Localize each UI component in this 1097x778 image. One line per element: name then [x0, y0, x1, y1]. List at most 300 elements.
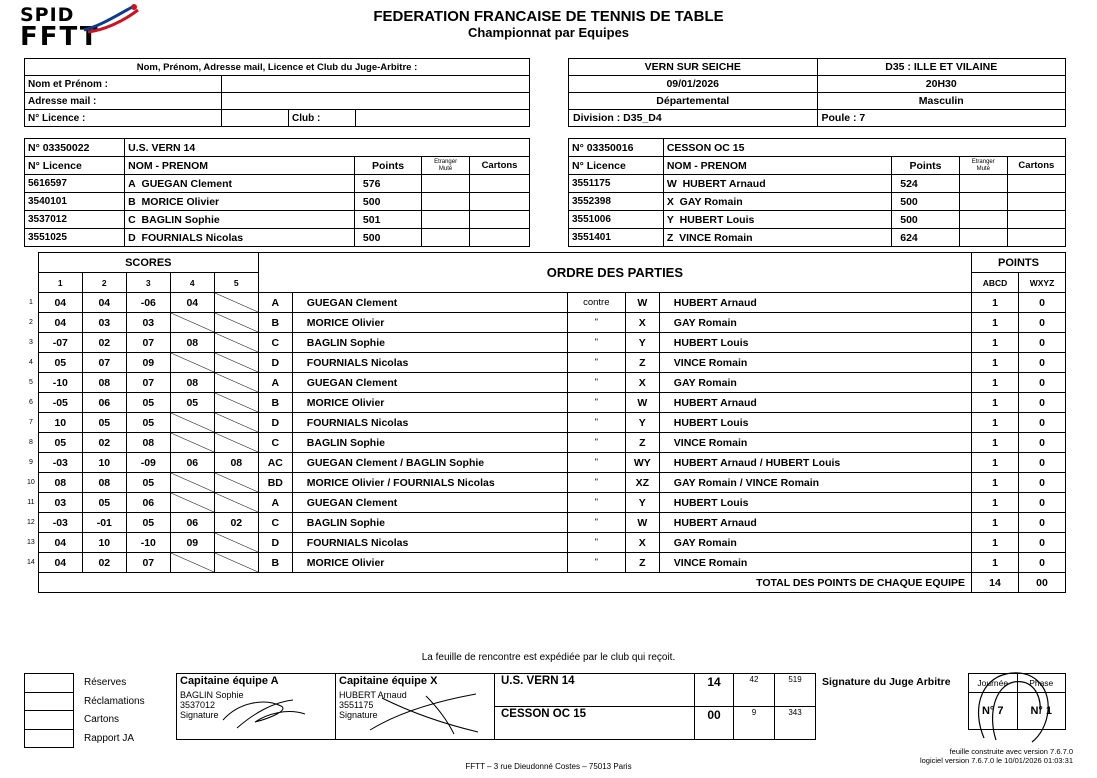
row-9-away-letter: XZ	[625, 473, 659, 493]
team-x-player-0-cartons[interactable]	[1007, 175, 1065, 193]
logo-fftt-text: FFTT	[20, 22, 100, 52]
logo-spid-text: SPID	[20, 4, 75, 26]
captain-a-title: Capitaine équipe A	[180, 675, 279, 687]
row-6-home-letter: D	[258, 413, 292, 433]
rencontre-lieu: VERN SUR SEICHE	[569, 59, 818, 76]
team-a-col-etranger: Etranger Muté	[422, 157, 470, 175]
table-row	[24, 553, 1066, 573]
rencontre-info-block	[568, 58, 1066, 127]
team-x-player-2-licence: 3551006	[569, 211, 664, 229]
team-x-player-1-points: 500	[892, 193, 959, 211]
row-13-set-5[interactable]	[214, 553, 258, 573]
team-a-player-1-cartons[interactable]	[470, 193, 530, 211]
rencontre-categorie: Masculin	[817, 93, 1066, 110]
row-13-set-1[interactable]: 04	[38, 553, 82, 573]
row-4-set-4[interactable]: 08	[170, 373, 214, 393]
row-6-home-name: FOURNIALS Nicolas	[292, 413, 567, 433]
row-12-away-name: GAY Romain	[659, 533, 971, 553]
row-3-set-4[interactable]	[170, 353, 214, 373]
row-0-set-1[interactable]: 04	[38, 293, 82, 313]
team-a-player-1-name	[125, 193, 355, 211]
result-team-1: CESSON OC 15	[501, 708, 586, 720]
row-12-point-wxyz: 0	[1019, 533, 1066, 553]
row-6-away-letter: Y	[625, 413, 659, 433]
result-score-1: 00	[695, 707, 734, 740]
row-3-set-3[interactable]: 09	[126, 353, 170, 373]
team-x-player-2-points: 500	[892, 211, 959, 229]
table-row	[24, 333, 1066, 353]
row-8-home-name: GUEGAN Clement / BAGLIN Sophie	[292, 453, 567, 473]
team-x-player-3-letter: Z	[666, 231, 674, 244]
row-8-point-abcd: 1	[972, 453, 1019, 473]
team-x-player-3-cartons[interactable]	[1007, 229, 1065, 247]
team-x-player-1-etranger[interactable]	[959, 193, 1007, 211]
row-13-home-name: MORICE Olivier	[292, 553, 567, 573]
row-11-home-name: BAGLIN Sophie	[292, 513, 567, 533]
table-row	[24, 373, 1066, 393]
row-index: 7	[28, 419, 33, 426]
row-10-set-5[interactable]	[214, 493, 258, 513]
row-6-set-5[interactable]	[214, 413, 258, 433]
team-x-block	[568, 138, 1066, 247]
row-index: 11	[27, 499, 35, 506]
team-a-player-0-name	[125, 175, 355, 193]
team-x-player-0-name	[663, 175, 891, 193]
captain-a-sign-label: Signature	[180, 710, 219, 720]
row-index: 13	[27, 539, 35, 546]
captain-x-sign-label: Signature	[339, 710, 378, 720]
team-a-player-3-licence: 3551025	[25, 229, 125, 247]
row-11-set-3[interactable]: 05	[126, 513, 170, 533]
row-12-home-letter: D	[258, 533, 292, 553]
team-a-col-licence: N° Licence	[25, 157, 125, 175]
row-10-set-2[interactable]: 05	[82, 493, 126, 513]
row-2-set-1[interactable]: -07	[38, 333, 82, 353]
row-index: 2	[28, 319, 33, 326]
row-2-set-2[interactable]: 02	[82, 333, 126, 353]
footer-address: FFTT – 3 rue Dieudonné Costes – 75013 Paris	[465, 762, 632, 771]
row-index: 9	[28, 459, 33, 466]
parties-table	[24, 252, 1066, 593]
row-11-set-2[interactable]: -01	[82, 513, 126, 533]
row-9-point-wxyz: 0	[1019, 473, 1066, 493]
table-row	[24, 413, 1066, 433]
rencontre-niveau: Départemental	[569, 93, 818, 110]
row-9-point-abcd: 1	[972, 473, 1019, 493]
row-index: 1	[28, 299, 33, 306]
captain-x-cell[interactable]	[336, 674, 495, 740]
row-6-set-3[interactable]: 05	[126, 413, 170, 433]
ja-club-field[interactable]	[356, 110, 530, 127]
row-5-away-letter: W	[625, 393, 659, 413]
row-7-home-letter: C	[258, 433, 292, 453]
row-13-point-abcd: 1	[972, 553, 1019, 573]
row-1-set-3[interactable]: 03	[126, 313, 170, 333]
reserves-block	[24, 673, 174, 748]
table-row	[495, 674, 815, 707]
team-x-player-0-letter: W	[666, 177, 677, 190]
row-12-contre: "	[567, 533, 625, 553]
row-3-point-abcd: 1	[972, 353, 1019, 373]
row-5-point-wxyz: 0	[1019, 393, 1066, 413]
team-a-player-0-cartons[interactable]	[470, 175, 530, 193]
team-x-player-0-etranger[interactable]	[959, 175, 1007, 193]
captain-x-name: HUBERT Arnaud	[339, 690, 407, 700]
row-5-away-name: HUBERT Arnaud	[659, 393, 971, 413]
captain-a-name: BAGLIN Sophie	[180, 690, 244, 700]
table-row	[569, 229, 1066, 247]
journee-label: Journée	[969, 674, 1018, 693]
row-8-set-3[interactable]: -09	[126, 453, 170, 473]
row-10-set-4[interactable]	[170, 493, 214, 513]
team-x-player-2-nom: HUBERT Louis	[679, 213, 755, 226]
row-4-set-1[interactable]: -10	[38, 373, 82, 393]
row-2-contre: "	[567, 333, 625, 353]
row-9-away-name: GAY Romain / VINCE Romain	[659, 473, 971, 493]
row-1-set-5[interactable]	[214, 313, 258, 333]
phase-label: Phase	[1017, 674, 1066, 693]
row-1-contre: "	[567, 313, 625, 333]
ja-mail-field[interactable]	[222, 93, 530, 110]
cartons-checkbox[interactable]	[25, 711, 74, 730]
row-11-set-4[interactable]: 06	[170, 513, 214, 533]
total-abcd: 14	[972, 573, 1019, 593]
team-a-player-3-etranger[interactable]	[422, 229, 470, 247]
row-7-set-2[interactable]: 02	[82, 433, 126, 453]
result-points-0: 519	[775, 674, 816, 707]
row-6-away-name: HUBERT Louis	[659, 413, 971, 433]
ja-licence-field[interactable]	[222, 110, 289, 127]
row-5-contre: "	[567, 393, 625, 413]
team-a-player-1-licence: 3540101	[25, 193, 125, 211]
row-7-point-abcd: 1	[972, 433, 1019, 453]
team-a-player-0-nom: GUEGAN Clement	[141, 177, 232, 190]
result-score-0: 14	[695, 674, 734, 707]
row-6-set-4[interactable]	[170, 413, 214, 433]
row-7-set-3[interactable]: 08	[126, 433, 170, 453]
row-8-set-5[interactable]: 08	[214, 453, 258, 473]
team-a-player-2-nom: BAGLIN Sophie	[141, 213, 220, 226]
row-4-contre: "	[567, 373, 625, 393]
row-9-set-5[interactable]	[214, 473, 258, 493]
row-5-home-name: MORICE Olivier	[292, 393, 567, 413]
team-a-player-3-cartons[interactable]	[470, 229, 530, 247]
points-header: POINTS	[972, 253, 1066, 273]
team-x-player-1-name	[663, 193, 891, 211]
reclamations-checkbox[interactable]	[25, 692, 74, 711]
team-a-player-1-points: 500	[354, 193, 421, 211]
row-8-home-letter: AC	[258, 453, 292, 473]
team-a-player-3-nom: FOURNIALS Nicolas	[141, 231, 244, 244]
row-2-set-3[interactable]: 07	[126, 333, 170, 353]
ja-mail-label: Adresse mail :	[25, 93, 222, 110]
footer-version-line2: logiciel version 7.6.7.0 le 10/01/2026 01:03:31	[919, 756, 1073, 765]
team-x-col-points: Points	[892, 157, 959, 175]
team-x-player-2-letter: Y	[666, 213, 674, 226]
row-9-home-name: MORICE Olivier / FOURNIALS Nicolas	[292, 473, 567, 493]
table-row	[25, 175, 530, 193]
row-7-point-wxyz: 0	[1019, 433, 1066, 453]
row-7-set-4[interactable]	[170, 433, 214, 453]
row-9-set-2[interactable]: 08	[82, 473, 126, 493]
row-10-away-name: HUBERT Louis	[659, 493, 971, 513]
row-4-set-2[interactable]: 08	[82, 373, 126, 393]
team-x-player-1-cartons[interactable]	[1007, 193, 1065, 211]
total-wxyz: 00	[1019, 573, 1066, 593]
team-x-player-1-nom: GAY Romain	[679, 195, 743, 208]
row-8-point-wxyz: 0	[1019, 453, 1066, 473]
row-1-set-1[interactable]: 04	[38, 313, 82, 333]
result-points-1: 343	[788, 708, 802, 717]
reclamations-label: Réclamations	[84, 695, 145, 707]
row-index: 12	[27, 519, 35, 526]
row-0-set-3[interactable]: -06	[126, 293, 170, 313]
row-10-home-name: GUEGAN Clement	[292, 493, 567, 513]
row-8-contre: "	[567, 453, 625, 473]
team-a-player-0-etranger[interactable]	[422, 175, 470, 193]
team-a-player-0-licence: 5616597	[25, 175, 125, 193]
row-8-set-2[interactable]: 10	[82, 453, 126, 473]
result-sets-1: 9	[734, 707, 775, 740]
team-x-player-2-name	[663, 211, 891, 229]
row-9-contre: "	[567, 473, 625, 493]
row-6-point-wxyz: 0	[1019, 413, 1066, 433]
rencontre-departement: D35 : ILLE ET VILAINE	[817, 59, 1066, 76]
footer-version	[920, 747, 1073, 765]
rencontre-heure: 20H30	[817, 76, 1066, 93]
team-x-nom: CESSON OC 15	[663, 139, 1065, 157]
set-header-4: 4	[170, 273, 214, 293]
team-x-player-1-letter: X	[666, 195, 674, 208]
row-3-home-letter: D	[258, 353, 292, 373]
row-12-away-letter: X	[625, 533, 659, 553]
result-team-0: U.S. VERN 14	[495, 674, 695, 707]
team-x-col-licence: N° Licence	[569, 157, 664, 175]
team-a-player-2-points: 501	[354, 211, 421, 229]
team-x-player-1-licence: 3552398	[569, 193, 664, 211]
page-subtitle: Championnat par Equipes	[467, 25, 630, 40]
row-13-set-4[interactable]	[170, 553, 214, 573]
team-a-col-points: Points	[354, 157, 421, 175]
row-0-set-4[interactable]: 04	[170, 293, 214, 313]
team-a-player-3-name	[125, 229, 355, 247]
row-3-point-wxyz: 0	[1019, 353, 1066, 373]
captains-result-block	[176, 673, 816, 740]
row-9-set-4[interactable]	[170, 473, 214, 493]
row-3-away-name: VINCE Romain	[659, 353, 971, 373]
row-1-away-letter: X	[625, 313, 659, 333]
row-10-set-1[interactable]: 03	[38, 493, 82, 513]
row-2-point-wxyz: 0	[1019, 333, 1066, 353]
row-5-set-2[interactable]: 06	[82, 393, 126, 413]
team-a-nom: U.S. VERN 14	[125, 139, 530, 157]
row-3-home-name: FOURNIALS Nicolas	[292, 353, 567, 373]
row-13-set-2[interactable]: 02	[82, 553, 126, 573]
row-0-point-wxyz: 0	[1019, 293, 1066, 313]
row-0-point-abcd: 1	[972, 293, 1019, 313]
team-a-numero: N° 03350022	[25, 139, 125, 157]
row-6-set-2[interactable]: 05	[82, 413, 126, 433]
rencontre-division: Division : D35_D4	[569, 110, 818, 127]
team-x-col-etranger: Etranger Muté	[959, 157, 1007, 175]
row-4-away-letter: X	[625, 373, 659, 393]
row-12-set-5[interactable]	[214, 533, 258, 553]
row-5-set-4[interactable]: 05	[170, 393, 214, 413]
row-7-away-name: VINCE Romain	[659, 433, 971, 453]
row-2-home-name: BAGLIN Sophie	[292, 333, 567, 353]
row-11-away-letter: W	[625, 513, 659, 533]
table-row	[569, 211, 1066, 229]
table-row	[24, 513, 1066, 533]
row-3-set-1[interactable]: 05	[38, 353, 82, 373]
row-0-set-2[interactable]: 04	[82, 293, 126, 313]
row-0-set-5[interactable]	[214, 293, 258, 313]
row-13-home-letter: B	[258, 553, 292, 573]
row-0-home-name: GUEGAN Clement	[292, 293, 567, 313]
row-1-away-name: GAY Romain	[659, 313, 971, 333]
team-x-player-2-etranger[interactable]	[959, 211, 1007, 229]
row-1-set-2[interactable]: 03	[82, 313, 126, 333]
set-header-2: 2	[82, 273, 126, 293]
row-4-home-name: GUEGAN Clement	[292, 373, 567, 393]
row-0-home-letter: A	[258, 293, 292, 313]
row-10-point-wxyz: 0	[1019, 493, 1066, 513]
row-8-set-4[interactable]: 06	[170, 453, 214, 473]
table-row	[569, 175, 1066, 193]
table-row	[25, 211, 530, 229]
row-8-away-name: HUBERT Arnaud / HUBERT Louis	[659, 453, 971, 473]
row-10-home-letter: A	[258, 493, 292, 513]
row-7-set-5[interactable]	[214, 433, 258, 453]
row-7-home-name: BAGLIN Sophie	[292, 433, 567, 453]
row-9-set-1[interactable]: 08	[38, 473, 82, 493]
row-12-set-1[interactable]: 04	[38, 533, 82, 553]
row-11-away-name: HUBERT Arnaud	[659, 513, 971, 533]
table-row	[25, 193, 530, 211]
row-4-set-5[interactable]	[214, 373, 258, 393]
row-5-home-letter: B	[258, 393, 292, 413]
team-x-player-3-nom: VINCE Romain	[679, 231, 753, 244]
table-row	[24, 453, 1066, 473]
team-a-player-2-name	[125, 211, 355, 229]
row-1-set-4[interactable]	[170, 313, 214, 333]
row-5-point-abcd: 1	[972, 393, 1019, 413]
rapport-ja-checkbox[interactable]	[25, 729, 74, 748]
row-2-set-4[interactable]: 08	[170, 333, 214, 353]
row-9-home-letter: BD	[258, 473, 292, 493]
team-a-player-2-cartons[interactable]	[470, 211, 530, 229]
row-8-set-1[interactable]: -03	[38, 453, 82, 473]
row-12-set-2[interactable]: 10	[82, 533, 126, 553]
team-a-player-2-letter: C	[128, 213, 136, 226]
row-13-point-wxyz: 0	[1019, 553, 1066, 573]
row-5-set-1[interactable]: -05	[38, 393, 82, 413]
ordre-header: ORDRE DES PARTIES	[258, 253, 971, 293]
row-7-away-letter: Z	[625, 433, 659, 453]
total-row	[24, 573, 1066, 593]
team-a-col-nom: NOM - PRENOM	[125, 157, 355, 175]
total-label: TOTAL DES POINTS DE CHAQUE EQUIPE	[38, 573, 971, 593]
team-x-player-3-name	[663, 229, 891, 247]
row-10-away-letter: Y	[625, 493, 659, 513]
row-10-contre: "	[567, 493, 625, 513]
team-a-player-2-etranger[interactable]	[422, 211, 470, 229]
team-x-player-3-points: 624	[892, 229, 959, 247]
row-11-set-1[interactable]: -03	[38, 513, 82, 533]
row-3-set-5[interactable]	[214, 353, 258, 373]
juge-arbitre-title: Nom, Prénom, Adresse mail, Licence et Club du Juge-Arbitre :	[25, 59, 530, 76]
team-x-player-3-licence: 3551401	[569, 229, 664, 247]
page-title: FEDERATION FRANCAISE DE TENNIS DE TABLE	[373, 8, 724, 25]
team-a-player-3-points: 500	[354, 229, 421, 247]
reserves-checkbox[interactable]	[25, 674, 74, 693]
row-4-home-letter: A	[258, 373, 292, 393]
ja-nom-field[interactable]	[222, 76, 530, 93]
row-12-set-3[interactable]: -10	[126, 533, 170, 553]
row-index: 10	[27, 479, 35, 486]
row-3-set-2[interactable]: 07	[82, 353, 126, 373]
row-12-set-4[interactable]: 09	[170, 533, 214, 553]
row-6-contre: "	[567, 413, 625, 433]
row-3-contre: "	[567, 353, 625, 373]
row-2-away-name: HUBERT Louis	[659, 333, 971, 353]
team-a-block	[24, 138, 530, 247]
table-row	[24, 353, 1066, 373]
table-row	[24, 393, 1066, 413]
journee-value: N° 7	[969, 693, 1018, 730]
row-7-contre: "	[567, 433, 625, 453]
row-2-point-abcd: 1	[972, 333, 1019, 353]
row-6-point-abcd: 1	[972, 413, 1019, 433]
row-5-set-3[interactable]: 05	[126, 393, 170, 413]
row-6-set-1[interactable]: 10	[38, 413, 82, 433]
signature-ja-label: Signature du Juge Arbitre	[822, 676, 951, 688]
juge-arbitre-block	[24, 58, 530, 127]
team-x-player-0-nom: HUBERT Arnaud	[682, 177, 766, 190]
row-7-set-1[interactable]: 05	[38, 433, 82, 453]
row-1-home-name: MORICE Olivier	[292, 313, 567, 333]
row-0-contre: contre	[567, 293, 625, 313]
row-11-point-abcd: 1	[972, 513, 1019, 533]
captain-a-cell[interactable]	[177, 674, 336, 740]
captain-a-licence: 3537012	[180, 700, 216, 710]
row-8-away-letter: WY	[625, 453, 659, 473]
table-row	[24, 473, 1066, 493]
row-13-set-3[interactable]: 07	[126, 553, 170, 573]
row-10-set-3[interactable]: 06	[126, 493, 170, 513]
row-1-home-letter: B	[258, 313, 292, 333]
row-5-set-5[interactable]	[214, 393, 258, 413]
team-x-player-2-cartons[interactable]	[1007, 211, 1065, 229]
table-row	[25, 229, 530, 247]
table-row	[495, 707, 815, 740]
rencontre-poule: Poule : 7	[817, 110, 1066, 127]
row-index: 4	[28, 359, 33, 366]
result-cell	[495, 674, 816, 740]
phase-value: N° 1	[1017, 693, 1066, 730]
team-a-player-1-etranger[interactable]	[422, 193, 470, 211]
row-12-home-name: FOURNIALS Nicolas	[292, 533, 567, 553]
row-2-set-5[interactable]	[214, 333, 258, 353]
row-2-away-letter: Y	[625, 333, 659, 353]
row-9-set-3[interactable]: 05	[126, 473, 170, 493]
row-4-set-3[interactable]: 07	[126, 373, 170, 393]
row-11-set-5[interactable]: 02	[214, 513, 258, 533]
table-row	[24, 493, 1066, 513]
team-x-player-3-etranger[interactable]	[959, 229, 1007, 247]
row-4-point-wxyz: 0	[1019, 373, 1066, 393]
team-a-player-2-licence: 3537012	[25, 211, 125, 229]
